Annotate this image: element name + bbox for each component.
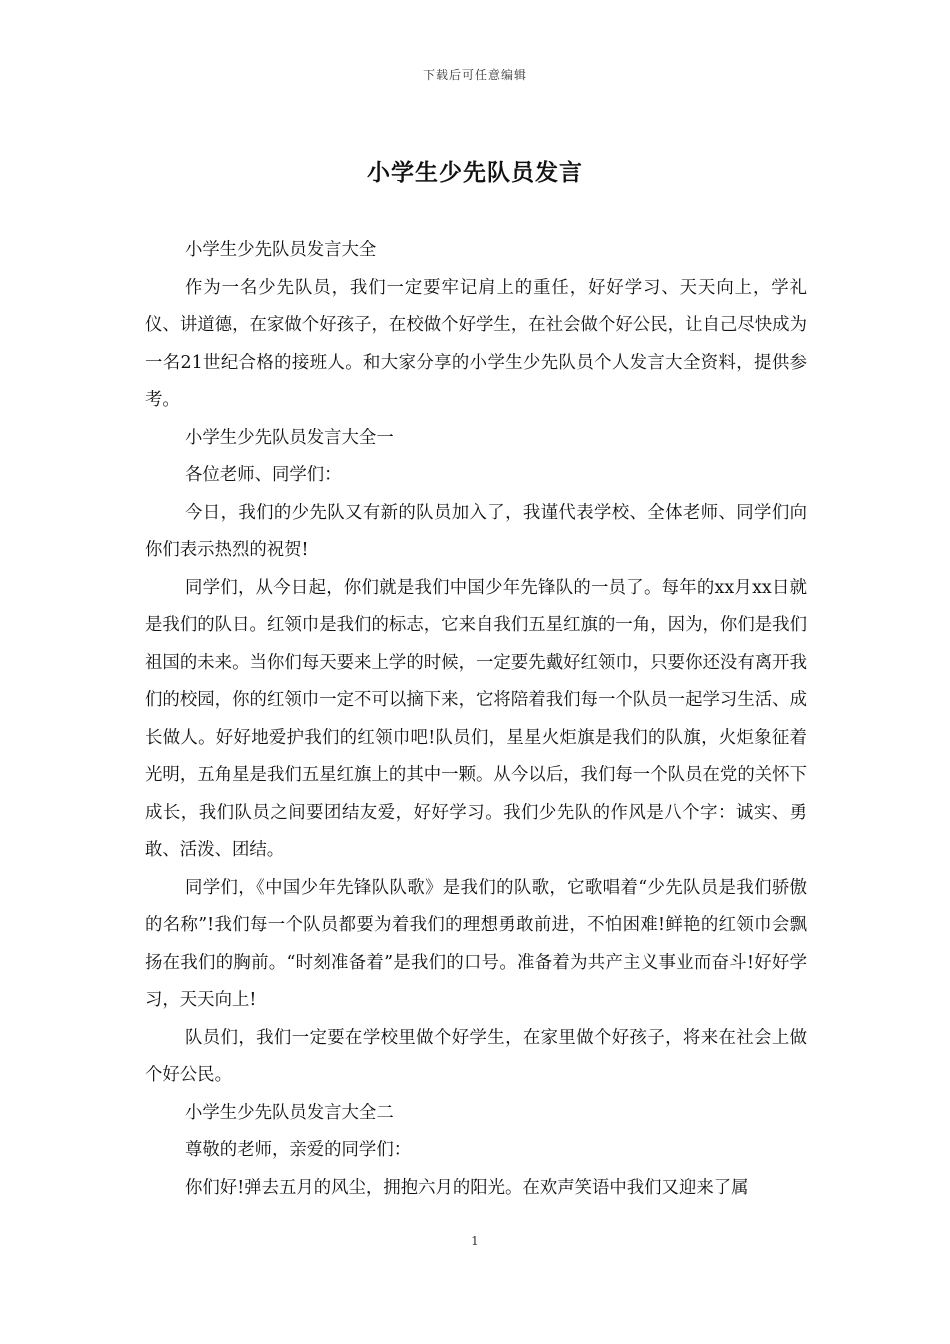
paragraph-10: 尊敬的老师，亲爱的同学们： [185, 1140, 412, 1160]
paragraph-7: 同学们，《中国少年先锋队队歌》是我们的队歌，它歌唱着“少先队员是我们骄傲的名称”!我们每一个队员都要为着我们的理想勇敢前进，不怕困难!鲜艳的红领巾会飘扬在我们的胸前。“时刻准备着”是我们的口号。准备着为共产主义事业而奋斗!好好学习，天天向上! [145, 877, 807, 1010]
paragraph-11: 你们好!弹去五月的风尘，拥抱六月的阳光。在欢声笑语中我们又迎来了属 [185, 1177, 749, 1198]
page-header-note: 下载后可任意编辑 [422, 68, 527, 82]
paragraph-6: 同学们，从今日起，你们就是我们中国少年先锋队的一员了。每年的xx月xx日就是我们的队日。红领巾是我们的标志，它来自我们五星红旗的一角，因为，你们是我们祖国的未来。当你们每天要来上学的时候，一定要先戴好红领巾，只要你还没有离开我们的校园，你的红领巾一定不可以摘下来，它将陪着我们每一个队员一起学习生活、成长做人。好好地爱护我们的红领巾吧!队员们，星星火炬旗是我们的队旗，火炬象征着光明，五角星是我们五星红旗上的其中一颗。从今以后，我们每一个队员在党的关怀下成长，我们队员之间要团结友爱，好好学习。我们少先队的作风是八个字：诚实、勇敢、活泼、团结。 [145, 577, 807, 860]
document-title: 小学生少先队员发言 [367, 159, 583, 186]
paragraph-4: 各位老师、同学们： [185, 465, 342, 485]
page-number: 1 [471, 1234, 479, 1248]
document-body [145, 232, 807, 1207]
paragraph-9: 小学生少先队员发言大全二 [185, 1102, 394, 1123]
paragraph-3: 小学生少先队员发言大全一 [185, 427, 394, 448]
paragraph-8: 队员们，我们一定要在学校里做个好学生，在家里做个好孩子，将来在社会上做个好公民。 [145, 1027, 807, 1085]
paragraph-5: 今日，我们的少先队又有新的队员加入了，我谨代表学校、全体老师、同学们向你们表示热烈的祝贺! [145, 502, 807, 560]
paragraph-2: 作为一名少先队员，我们一定要牢记肩上的重任，好好学习、天天向上，学礼仪、讲道德，在家做个好孩子，在校做个好学生，在社会做个好公民，让自己尽快成为一名21世纪合格的接班人。和大家分享的小学生少先队员个人发言大全资料，提供参考。 [145, 277, 807, 410]
paragraph-1: 小学生少先队员发言大全 [185, 240, 377, 260]
